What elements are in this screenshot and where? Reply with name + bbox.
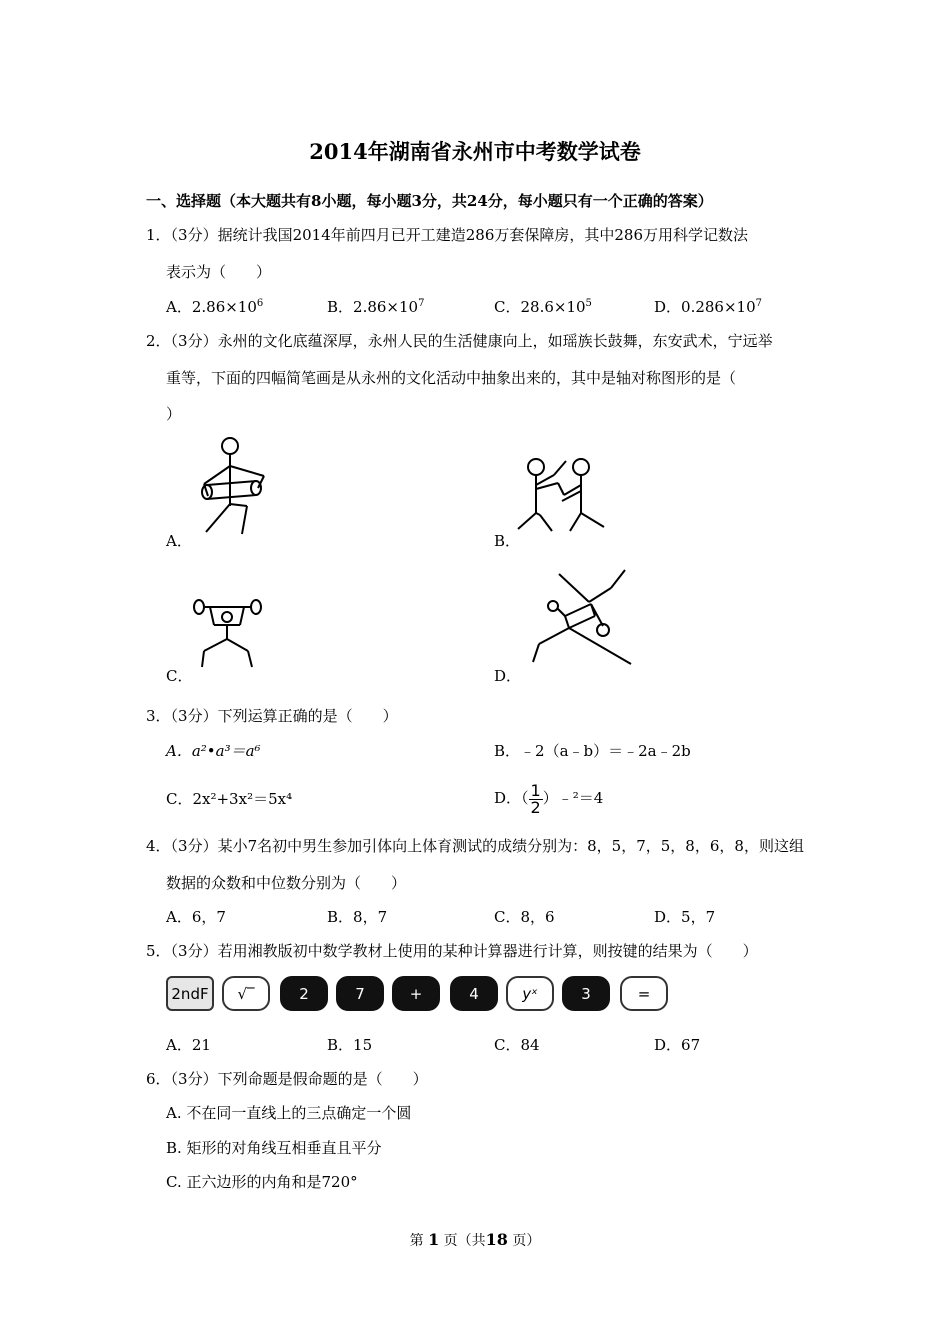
footer-middle: 页（共	[443, 1233, 486, 1249]
question-3-stem: 3．（3分）下列运算正确的是（ ）	[146, 707, 398, 725]
q1-option-b[interactable]: B．$2.86\times 10^7$	[327, 298, 425, 316]
question-5-stem: 5．（3分）若用湘教版初中数学教材上使用的某种计算器进行计算，则按键的结果为（ ）	[146, 942, 758, 960]
q1-option-d[interactable]: D．$0.286\times 10^7$	[654, 298, 762, 316]
q2-option-a[interactable]: A．	[166, 532, 192, 550]
key-plus: +	[392, 976, 440, 1011]
footer-suffix: 页）	[512, 1233, 541, 1249]
q3-option-b[interactable]: B．﹣2（a﹣b）＝﹣2a﹣2b	[494, 742, 691, 760]
question-4-stem-cont: 数据的众数和中位数分别为（ ）	[166, 874, 407, 892]
key-3: 3	[562, 976, 610, 1011]
q3-option-d-suffix: ）﹣²＝4	[542, 789, 604, 807]
fraction-numerator: 1	[530, 780, 541, 800]
total-pages: 18	[485, 1230, 508, 1249]
q4-option-b[interactable]: B．8，7	[327, 908, 388, 926]
q3-option-a[interactable]: A．a²•a³＝a⁶	[166, 742, 261, 760]
page-title: 2014年湖南省永州市中考数学试卷	[309, 139, 641, 164]
page-footer	[0, 1230, 950, 1250]
figure-a-drum-dancer	[192, 436, 277, 536]
footer-prefix: 第	[409, 1233, 424, 1249]
key-2ndf: 2ndF	[166, 976, 214, 1011]
q1-option-c[interactable]: C．$28.6\times 10^5$	[494, 298, 592, 316]
q2-option-b[interactable]: B．	[494, 532, 521, 550]
key-2: 2	[280, 976, 328, 1011]
q3-option-c[interactable]: C．2x²+3x²＝5x⁴	[166, 790, 293, 808]
question-2-stem: 2．（3分）永州的文化底蕴深厚，永州人民的生活健康向上，如瑶族长鼓舞，东安武术，宁远举	[146, 332, 773, 350]
fraction	[529, 780, 543, 817]
key-equals: =	[620, 976, 668, 1011]
q5-option-b[interactable]: B．15	[327, 1036, 373, 1054]
figure-c-weightlifter	[190, 595, 265, 670]
key-7: 7	[336, 976, 384, 1011]
question-1-stem-cont: 表示为（ ）	[166, 263, 272, 281]
q1-option-a[interactable]: A．$2.86\times 10^6$	[166, 298, 264, 316]
q3-option-d-prefix: D．（	[494, 789, 529, 807]
q5-option-d[interactable]: D．67	[654, 1036, 701, 1054]
question-2-stem-cont: 重等，下面的四幅简笔画是从永州的文化活动中抽象出来的，其中是轴对称图形的是（	[166, 369, 737, 387]
q4-option-c[interactable]: C．8，6	[494, 908, 555, 926]
q3-option-d[interactable]	[494, 778, 603, 818]
q4-option-d[interactable]: D．5，7	[654, 908, 716, 926]
question-4-stem: 4．（3分）某小7名初中男生参加引体向上体育测试的成绩分别为：8，5，7，5，8，6，8，则这组	[146, 837, 804, 855]
question-1-stem: 1．（3分）据统计我国2014年前四月已开工建造286万套保障房，其中286万用科学记数法	[146, 226, 749, 244]
figure-d-dancer	[525, 568, 635, 668]
q6-option-b[interactable]: B. 矩形的对角线互相垂直且平分	[166, 1139, 382, 1157]
page-number: 1	[428, 1230, 440, 1249]
question-2-stem-end: ）	[166, 405, 182, 423]
question-6-stem: 6．（3分）下列命题是假命题的是（ ）	[146, 1070, 428, 1088]
key-sqrt: √‾	[222, 976, 270, 1011]
section-heading: 一、选择题（本大题共有8小题，每小题3分，共24分，每小题只有一个正确的答案）	[146, 192, 713, 210]
figure-b-martial-arts	[514, 455, 609, 537]
q5-option-c[interactable]: C．84	[494, 1036, 540, 1054]
key-power: yˣ	[506, 976, 554, 1011]
q6-option-c[interactable]: C. 正六边形的内角和是720°	[166, 1173, 358, 1191]
fraction-denominator: 2	[530, 797, 541, 817]
q6-option-a[interactable]: A. 不在同一直线上的三点确定一个圆	[166, 1104, 412, 1122]
q2-option-d[interactable]: D．	[494, 667, 522, 685]
q4-option-a[interactable]: A．6，7	[166, 908, 226, 926]
q5-option-a[interactable]: A．21	[166, 1036, 211, 1054]
key-4: 4	[450, 976, 498, 1011]
q2-option-c[interactable]: C．	[166, 667, 193, 685]
